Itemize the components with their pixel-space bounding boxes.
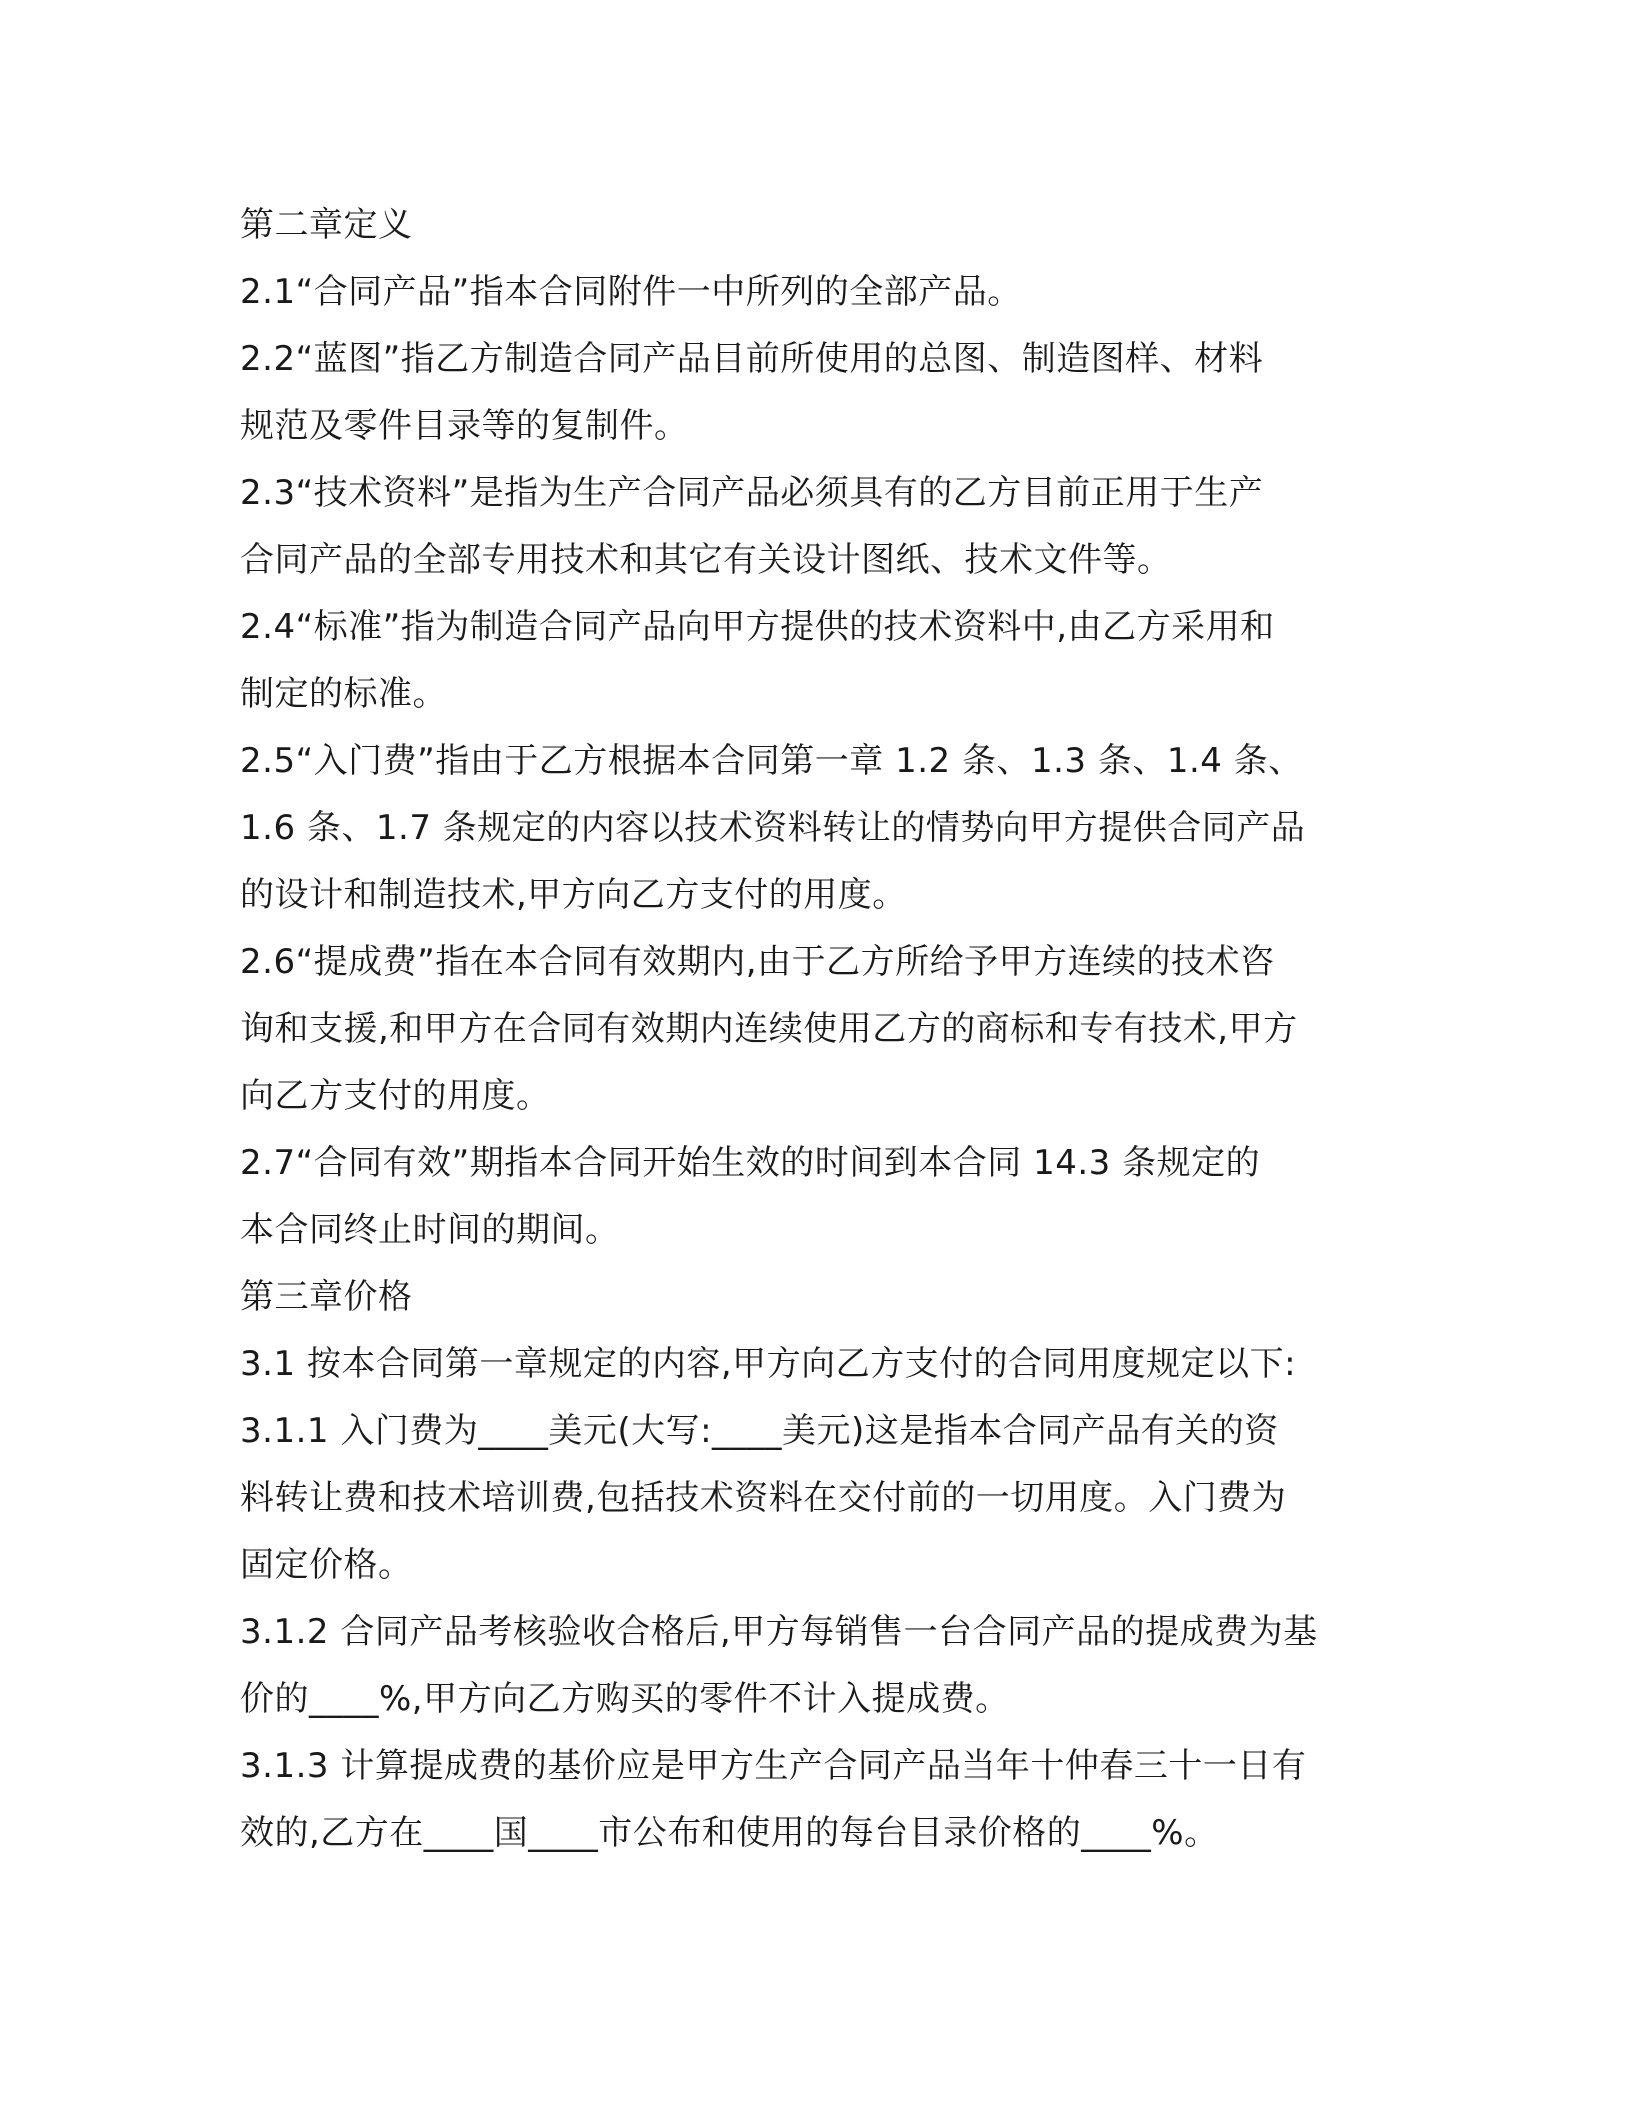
chapter-3-heading: 第三章价格 (240, 1277, 413, 1317)
chapter-2-heading: 第二章定义 (240, 205, 413, 245)
clause-3-1-3: 3.1.3 计算提成费的基价应是甲方生产合同产品当年十仲春三十一日有 效的,乙方在____国____市公布和使用的每台目录价格的____%。 (240, 1746, 1307, 1853)
clause-2-4: 2.4“标准”指为制造合同产品向甲方提供的技术资料中,由乙方采用和 制定的标准。 (240, 607, 1275, 714)
clause-2-6: 2.6“提成费”指在本合同有效期内,由于乙方所给予甲方连续的技术咨 询和支援,和甲方在合同有效期内连续使用乙方的商标和专有技术,甲方 向乙方支付的用度。 (240, 942, 1298, 1116)
document-body (240, 192, 1400, 1867)
clause-2-2: 2.2“蓝图”指乙方制造合同产品目前所使用的总图、制造图样、材料 规范及零件目录等的复制件。 (240, 339, 1264, 446)
clause-3-1: 3.1 按本合同第一章规定的内容,甲方向乙方支付的合同用度规定以下: (240, 1344, 1297, 1384)
clause-2-3: 2.3“技术资料”是指为生产合同产品必须具有的乙方目前正用于生产 合同产品的全部专用技术和其它有关设计图纸、技术文件等。 (240, 473, 1264, 580)
clause-2-5: 2.5“入门费”指由于乙方根据本合同第一章 1.2 条、1.3 条、1.4 条、 1.6 条、1.7 条规定的内容以技术资料转让的情势向甲方提供合同产品 的设计和制造技术,甲方向乙方支付的用度。 (240, 741, 1306, 915)
clause-3-1-2: 3.1.2 合同产品考核验收合格后,甲方每销售一台合同产品的提成费为基 价的____%,甲方向乙方购买的零件不计入提成费。 (240, 1612, 1318, 1719)
clause-3-1-1: 3.1.1 入门费为____美元(大写:____美元)这是指本合同产品有关的资 料转让费和技术培训费,包括技术资料在交付前的一切用度。入门费为 固定价格。 (240, 1411, 1287, 1585)
clause-2-7: 2.7“合同有效”期指本合同开始生效的时间到本合同 14.3 条规定的 本合同终止时间的期间。 (240, 1143, 1261, 1250)
clause-2-1: 2.1“合同产品”指本合同附件一中所列的全部产品。 (240, 272, 1022, 312)
